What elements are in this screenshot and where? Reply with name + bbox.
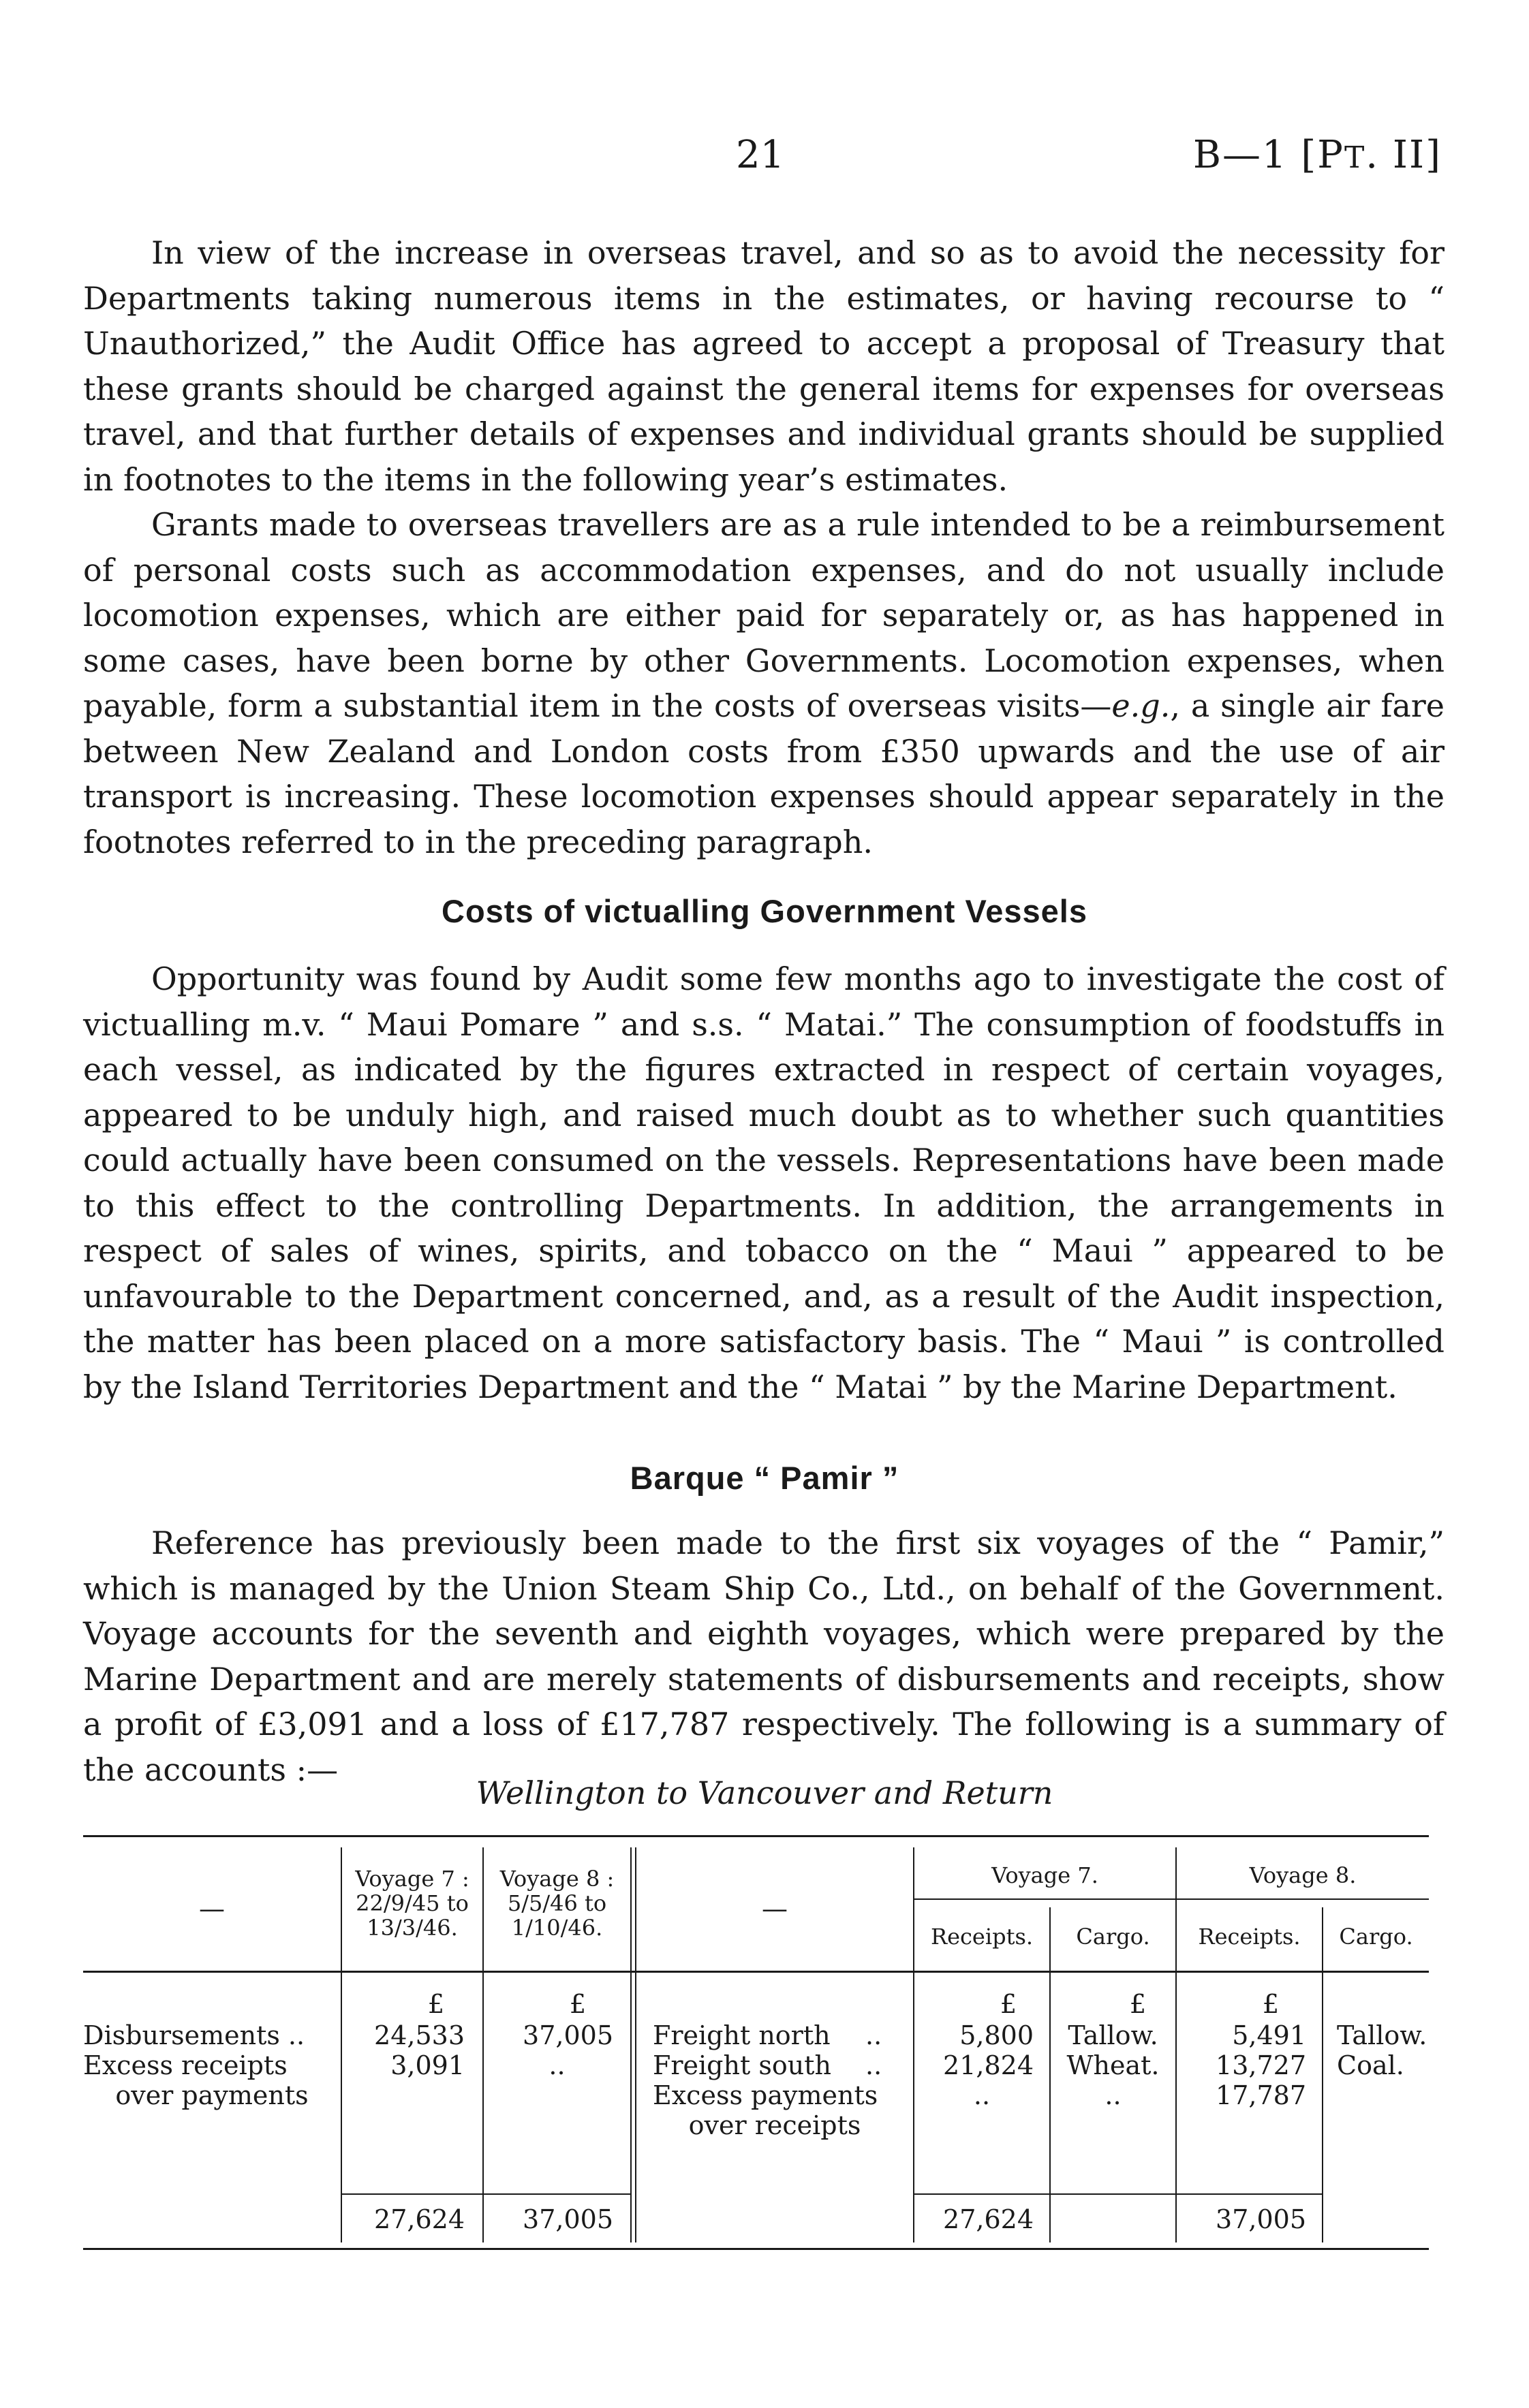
right-v7-receipts-pound: £ (1000, 1989, 1017, 2019)
left-v8-pound: £ (569, 1989, 586, 2019)
right-row-excess-v7-receipts: .. (973, 2080, 991, 2110)
left-row-disbursements-v8: 37,005 (523, 2020, 613, 2050)
voyage8-header-from: 5/5/46 to (507, 1890, 607, 1916)
table-bottom-rule (83, 2248, 1429, 2250)
right-row-north-v7-receipts: 5,800 (959, 2020, 1034, 2050)
right-row-excess-label: Excess payments (653, 2080, 878, 2110)
voyage8-header-to: 1/10/46. (511, 1915, 603, 1941)
paragraph-victualling: Opportunity was found by Audit some few months ago to investigate the cost of victualling m.v. “ Maui Pomare ” and s.s. “ Matai.” The consumption of foodstuffs in each vessel, as indicated by the figures extracted in respect of certain voyages, appeared to be unduly high, and raised much doubt as to whether such quantities could actually have been consumed on the vessels. Representations have been made to this effect to the controlling Departments. In addition, the arrangements in respect of sales of wines, spirits, and tobacco on the “ Maui ” appeared to be unfavourable to the Department concerned, and, as a result of the Audit inspection, the matter has been placed on a more satisfactory basis. The “ Maui ” is controlled by the Island Territories Department and the “ Matai ” by the Marine Department. (83, 960, 1445, 1405)
series-prefix: B—1 [P (1192, 133, 1344, 177)
voyage8-header-title: Voyage 8 : (499, 1866, 615, 1892)
left-total-rule (341, 2193, 630, 2195)
right-row-excess-v8-receipts: 17,787 (1216, 2080, 1306, 2110)
right-row-south-v7-receipts: 21,824 (943, 2050, 1034, 2080)
series-small-caps: T (1344, 140, 1366, 175)
page-number: 21 (736, 133, 785, 177)
voyage8-group-header: Voyage 8. (1249, 1862, 1357, 1888)
right-row-north-v7-cargo: Tallow. (1068, 2020, 1158, 2050)
table-caption: Wellington to Vancouver and Return (476, 1774, 1053, 1811)
right-row-north-v8-cargo: Tallow. (1337, 2020, 1427, 2050)
left-total-v8: 37,005 (523, 2204, 613, 2234)
left-row-excess-label: Excess receipts (83, 2050, 288, 2080)
series-suffix: . II] (1365, 133, 1442, 177)
voyage8-receipts-header: Receipts. (1198, 1924, 1301, 1950)
right-total-v8: 37,005 (1216, 2204, 1306, 2234)
paragraph-pamir: Reference has previously been made to the first six voyages of the “ Pamir,” which is managed by the Union Steam Ship Co., Ltd., on behalf of the Government. Voyage accounts for the seventh and eighth voyages, which were prepared by the Marine Department and are merely statements of disbursements and receipts, show a profit of £3,091 and a loss of £17,787 respectively. The following is a summary of the accounts :— (83, 1524, 1445, 1788)
body-text-overseas (83, 230, 1445, 864)
right-row-excess-label-cont: over receipts (688, 2110, 861, 2140)
voyage-subheader-rule (913, 1898, 1429, 1900)
right-row-south-v8-receipts: 13,727 (1216, 2050, 1306, 2080)
header-bottom-rule (83, 1971, 1429, 1973)
right-row-south-dots: .. (865, 2050, 882, 2080)
voyage7-header-to: 13/3/46. (367, 1915, 458, 1941)
right-row-excess-v7-cargo: .. (1105, 2080, 1122, 2110)
right-row-north-label: Freight north (653, 2020, 831, 2050)
page-header (0, 133, 1529, 187)
voyage7-header-from: 22/9/45 to (356, 1890, 469, 1916)
body-text-victualling (83, 956, 1445, 1409)
paragraph-grants-part1: Grants made to overseas travellers are as a rule intended to be a reimbursement of personal costs such as accommodation expenses, and do not usually include locomotion expenses, which are either paid for separately or, as has happened in some cases, have been borne by other Governments. Locomotion expenses, when payable, form a substantial item in the costs of overseas visits— (83, 506, 1445, 724)
right-total-v7: 27,624 (943, 2204, 1034, 2234)
paragraph-overseas-travel: In view of the increase in overseas travel, and so as to avoid the necessity for Departments taking numerous items in the estimates, or having recourse to “ Unauthorized,” the Audit Office has agreed to accept a proposal of Treasury that these grants should be charged against the general items for expenses for overseas travel, and that further details of expenses and individual grants should be supplied in footnotes to the items in the following year’s estimates. (83, 234, 1445, 498)
right-row-south-label: Freight south (653, 2050, 831, 2080)
voyage7-receipts-header: Receipts. (930, 1924, 1034, 1950)
voyage8-cargo-header: Cargo. (1339, 1924, 1413, 1950)
vrule-receipts8-cargo8 (1322, 1907, 1323, 2242)
paragraph-grants (83, 502, 1445, 864)
left-total-v7: 27,624 (374, 2204, 465, 2234)
right-total-rule (913, 2193, 1322, 2195)
left-row-excess-label-cont: over payments (115, 2080, 309, 2110)
right-row-south-v8-cargo: Coal. (1337, 2050, 1404, 2080)
series-reference (1193, 133, 1442, 177)
left-row-excess-v8: .. (549, 2050, 566, 2080)
paragraph-grants-italic: e.g. (1111, 687, 1171, 724)
left-row-disbursements-v7: 24,533 (374, 2020, 465, 2050)
table-top-rule (83, 1835, 1429, 1837)
left-row-disbursements-label: Disbursements .. (83, 2020, 305, 2050)
right-row-south-v7-cargo: Wheat. (1066, 2050, 1160, 2080)
voyage7-cargo-header: Cargo. (1076, 1924, 1150, 1950)
body-text-pamir (83, 1520, 1445, 1792)
right-label-header: — (762, 1894, 788, 1924)
right-row-north-v8-receipts: 5,491 (1232, 2020, 1306, 2050)
right-row-north-dots: .. (865, 2020, 882, 2050)
voyage7-header-title: Voyage 7 : (355, 1866, 469, 1892)
left-row-excess-v7: 3,091 (390, 2050, 465, 2080)
heading-pamir: Barque “ Pamir ” (630, 1460, 899, 1496)
right-v8-receipts-pound: £ (1262, 1989, 1279, 2019)
heading-victualling: Costs of victualling Government Vessels (442, 893, 1087, 929)
left-label-header: — (199, 1894, 225, 1924)
voyage7-group-header: Voyage 7. (991, 1862, 1098, 1888)
right-v7-cargo-pound: £ (1129, 1989, 1146, 2019)
paragraph-grants-part2: , a single air fare between New Zealand and London costs from £350 upwards and the use of air transport is increasing. These locomotion expenses should appear separately in the footnotes referred to in the preceding paragraph. (83, 687, 1445, 860)
left-v7-pound: £ (427, 1989, 444, 2019)
vrule-double-a (630, 1847, 632, 2242)
